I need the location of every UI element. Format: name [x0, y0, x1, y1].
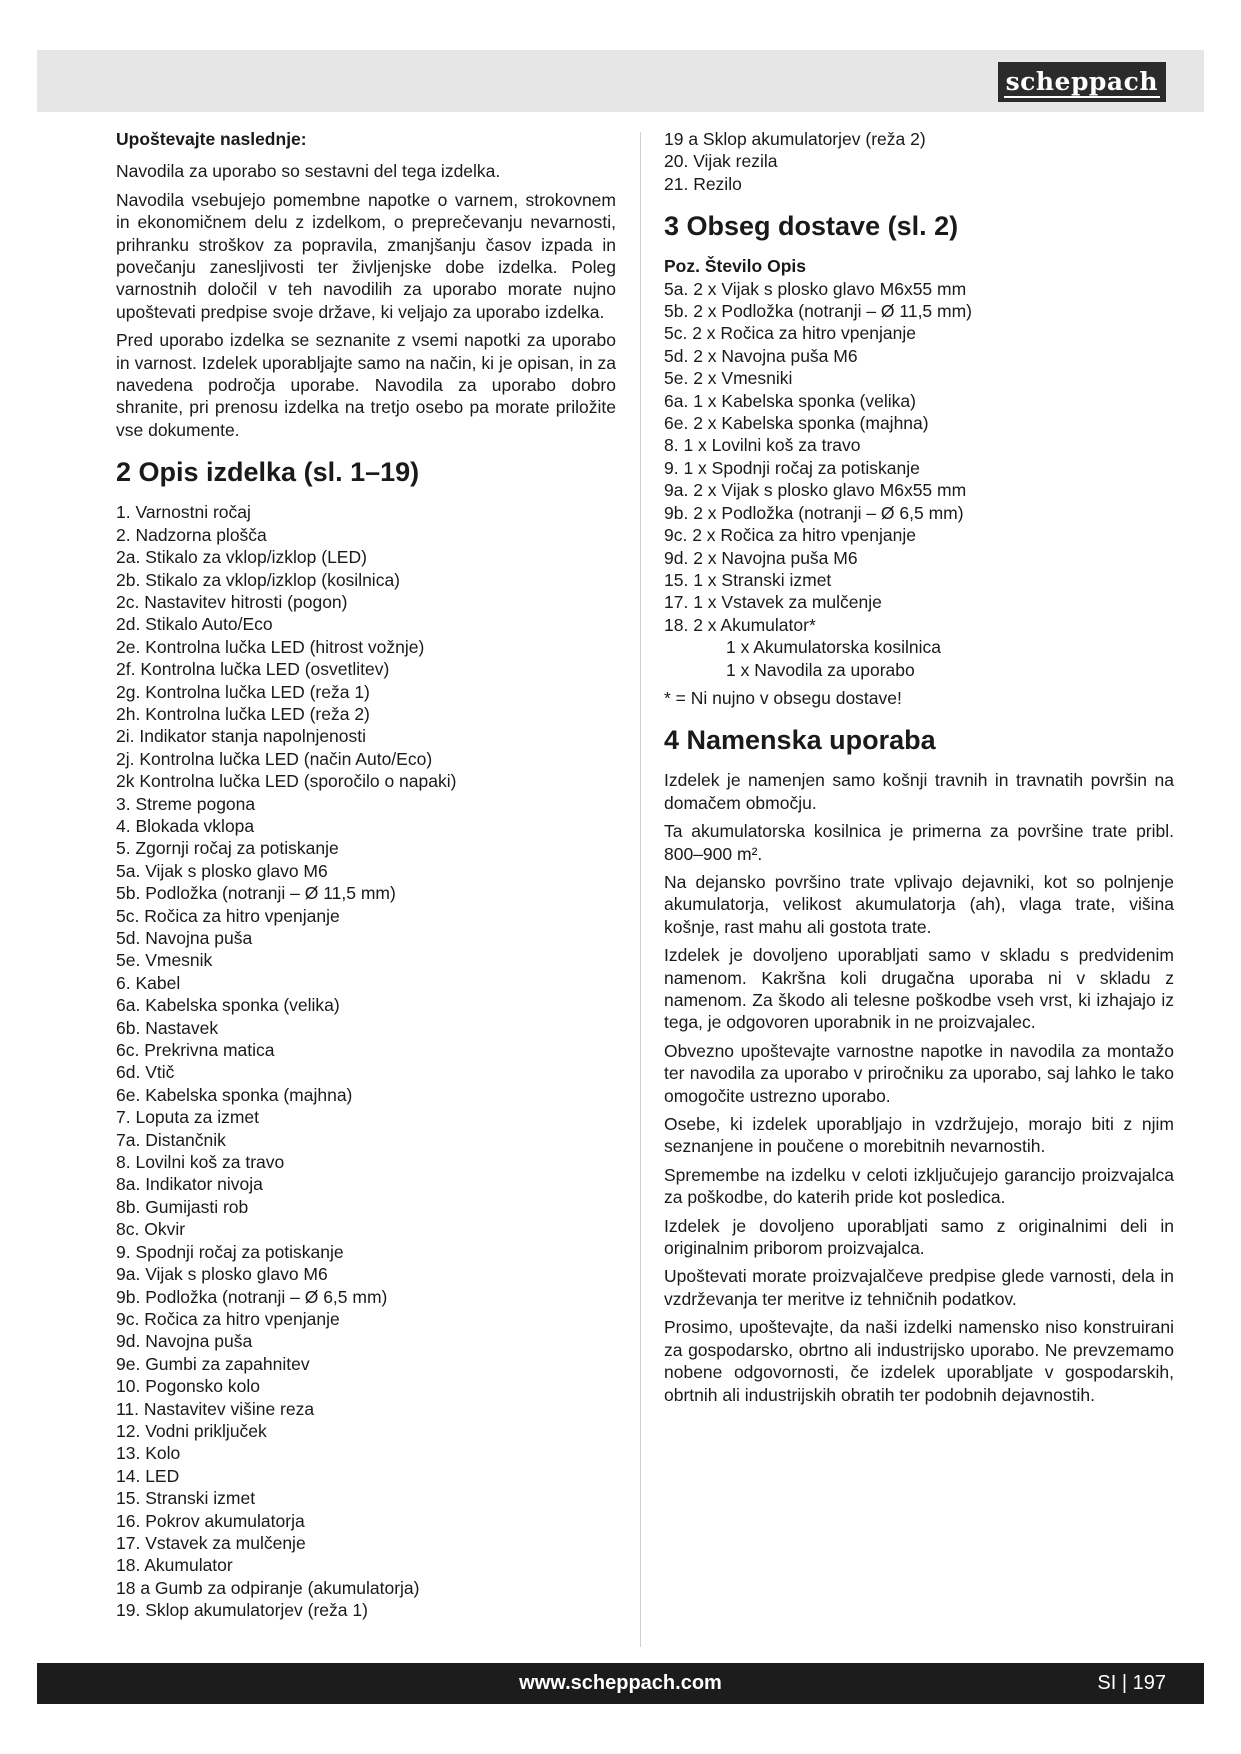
list-item: 2a. Stikalo za vklop/izklop (LED)	[116, 547, 367, 568]
delivery-extra-list	[664, 636, 1174, 681]
intended-use-paragraph: Prosimo, upoštevajte, da naši izdelki namensko niso konstruirani za gospodarsko, obrtno ali industrijsko uporabo. Ne prevzemamo nobene odgovornosti, če izdelek uporabljate v gospodarskih, obrtnih ali industrijskih obratih ter podobnih dejavnostih.	[664, 1317, 1174, 1405]
intended-use-paragraph: Upoštevati morate proizvajalčeve predpise glede varnosti, dela in vzdrževanja ter meritve iz tehničnih podatkov.	[664, 1266, 1174, 1309]
list-item: 2i. Indikator stanja napolnjenosti	[116, 726, 367, 747]
list-item: 15. Stranski izmet	[116, 1488, 256, 1509]
list-item: 5. Zgornji ročaj za potiskanje	[116, 838, 339, 859]
list-item: 5b. 2 x Podložka (notranji – Ø 11,5 mm)	[664, 301, 973, 322]
page-number: SI | 197	[1097, 1672, 1166, 1694]
intended-use-paragraph: Spremembe na izdelku v celoti izključujejo garancijo proizvajalca za poškodbe, do katerih pride kot posledica.	[664, 1164, 1174, 1208]
list-item: 5d. 2 x Navojna puša M6	[664, 345, 858, 366]
list-item: 11. Nastavitev višine reza	[116, 1398, 315, 1419]
list-item: 2e. Kontrolna lučka LED (hitrost vožnje)	[116, 636, 425, 657]
list-item: 17. 1 x Vstavek za mulčenje	[664, 592, 882, 613]
list-item: 1. Varnostni ročaj	[116, 502, 251, 523]
list-item: 18. 2 x Akumulator*	[664, 614, 816, 635]
intended-use-paragraph: Osebe, ki izdelek uporabljajo in vzdržujejo, morajo biti z njim seznanjene in poučene o morebitnih nevarnostih.	[664, 1114, 1174, 1157]
list-item: 9b. 2 x Podložka (notranji – Ø 6,5 mm)	[664, 502, 964, 523]
header-bar	[37, 50, 1204, 112]
list-item: 20. Vijak rezila	[664, 151, 778, 172]
section-4-heading: 4 Namenska uporaba	[664, 725, 936, 756]
product-description-list	[116, 501, 616, 1621]
intended-use-paragraph: Izdelek je dovoljeno uporabljati samo v skladu s predvidenim namenom. Kakršna koli drugačna uporaba ni v skladu z namenom. Za škodo ali telesne poškodbe vseh vrst, ki izhajajo iz tega, je odgovoren uporabnik in ne proizvajalec.	[664, 945, 1174, 1033]
list-item: 2d. Stikalo Auto/Eco	[116, 614, 273, 635]
column-divider	[640, 132, 641, 1647]
list-item: 5d. Navojna puša	[116, 928, 253, 948]
list-item: 8c. Okvir	[116, 1219, 186, 1240]
list-item: 5e. Vmesnik	[116, 950, 213, 971]
footer-url[interactable]: www.scheppach.com	[519, 1672, 722, 1694]
delivery-list	[664, 278, 1174, 637]
list-item: 9c. 2 x Ročica za hitro vpenjanje	[664, 525, 916, 546]
list-item: 1 x Akumulatorska kosilnica	[726, 637, 941, 658]
list-item: 7. Loputa za izmet	[116, 1107, 259, 1128]
list-item: 18 a Gumb za odpiranje (akumulatorja)	[116, 1577, 420, 1598]
intended-use-paragraph: Izdelek je namenjen samo košnji travnih in travnatih površin na domačem območju.	[664, 770, 1174, 813]
list-item: 8b. Gumijasti rob	[116, 1196, 249, 1217]
list-item: 3. Streme pogona	[116, 793, 256, 814]
list-item: 6a. 1 x Kabelska sponka (velika)	[664, 390, 916, 411]
list-item: 2. Nadzorna plošča	[116, 524, 267, 545]
list-item: 9. 1 x Spodnji ročaj za potiskanje	[664, 457, 920, 478]
list-item: 8a. Indikator nivoja	[116, 1174, 263, 1195]
intended-use-text	[664, 769, 1174, 1406]
intended-use-paragraph: Obvezno upoštevajte varnostne napotke in navodila za montažo ter navodila za uporabo v priročniku za uporabo, saj lahko le tako omogočite ustrezno uporabo.	[664, 1040, 1174, 1106]
delivery-footnote: * = Ni nujno v obsegu dostave!	[664, 687, 902, 708]
list-item: 4. Blokada vklopa	[116, 815, 255, 836]
list-item: 17. Vstavek za mulčenje	[116, 1532, 306, 1553]
list-item: 5c. Ročica za hitro vpenjanje	[116, 905, 340, 926]
right-column	[664, 128, 1174, 1412]
list-item: 6e. Kabelska sponka (majhna)	[116, 1084, 353, 1105]
intended-use-paragraph: Na dejansko površino trate vplivajo dejavniki, kot so polnjenje akumulatorja, velikost akumulatorja (ah), vlaga trate, višina košnje, rast mahu ali gostota trate.	[664, 871, 1174, 937]
intro-paragraph: Pred uporabo izdelka se seznanite z vsemi napotki za uporabo in varnost. Izdelek uporabljajte samo na način, ki je opisan, in za navedena področja uporabe. Navodila za uporabo dobro shranite, pri prenosu izdelka na tretjo osebo pa morate priložite vse dokumente.	[116, 330, 616, 440]
list-item: 9e. Gumbi za zapahnitev	[116, 1353, 310, 1374]
list-item: 6d. Vtič	[116, 1062, 175, 1083]
scheppach-logo: scheppach	[998, 62, 1166, 102]
list-item: 5e. 2 x Vmesniki	[664, 368, 793, 389]
list-item: 12. Vodni priključek	[116, 1420, 267, 1441]
list-item: 2f. Kontrolna lučka LED (osvetlitev)	[116, 659, 390, 680]
section-2-heading: 2 Opis izdelka (sl. 1–19)	[116, 457, 420, 488]
list-item: 9a. 2 x Vijak s plosko glavo M6x55 mm	[664, 480, 967, 501]
list-item: 14. LED	[116, 1465, 180, 1486]
list-item: 9a. Vijak s plosko glavo M6	[116, 1264, 328, 1285]
list-item: 2g. Kontrolna lučka LED (reža 1)	[116, 681, 370, 702]
list-item: 9b. Podložka (notranji – Ø 6,5 mm)	[116, 1286, 388, 1307]
list-item: 19 a Sklop akumulatorjev (reža 2)	[664, 129, 926, 149]
list-item: 2c. Nastavitev hitrosti (pogon)	[116, 591, 348, 612]
list-item: 2b. Stikalo za vklop/izklop (kosilnica)	[116, 569, 401, 590]
list-item: 6c. Prekrivna matica	[116, 1040, 275, 1061]
list-item: 18. Akumulator	[116, 1555, 233, 1576]
list-item: 5b. Podložka (notranji – Ø 11,5 mm)	[116, 883, 396, 904]
footer-bar	[37, 1663, 1204, 1704]
list-item: 9. Spodnji ročaj za potiskanje	[116, 1241, 344, 1262]
list-item: 16. Pokrov akumulatorja	[116, 1510, 305, 1531]
product-description-list-continued	[664, 128, 1174, 195]
list-item: 6e. 2 x Kabelska sponka (majhna)	[664, 413, 929, 434]
delivery-table-header: Poz. Število Opis	[664, 256, 806, 277]
list-item: 6a. Kabelska sponka (velika)	[116, 995, 340, 1016]
list-item: 15. 1 x Stranski izmet	[664, 569, 832, 590]
list-item: 6b. Nastavek	[116, 1017, 219, 1038]
list-item: 5a. 2 x Vijak s plosko glavo M6x55 mm	[664, 278, 967, 299]
list-item: 8. 1 x Lovilni koš za travo	[664, 435, 861, 456]
list-item: 2h. Kontrolna lučka LED (reža 2)	[116, 703, 370, 724]
list-item: 5c. 2 x Ročica za hitro vpenjanje	[664, 323, 916, 344]
list-item: 9d. 2 x Navojna puša M6	[664, 547, 858, 568]
intended-use-paragraph: Izdelek je dovoljeno uporabljati samo z originalnimi deli in originalnim priborom proizvajalca.	[664, 1215, 1174, 1259]
intended-use-paragraph: Ta akumulatorska kosilnica je primerna za površine trate pribl. 800–900 m².	[664, 821, 1174, 864]
intro-paragraph: Navodila vsebujejo pomembne napotke o varnem, strokovnem in ekonomičnem delu z izdelkom, o preprečevanju nevarnosti, prihranku stroškov za popravila, zmanjšanju časov izpada in povečanju zanesljivosti ter življenjske dobe izdelka. Poleg varnostnih določil v teh navodilih za uporabo morate nujno upoštevati predpise svoje države, ki veljajo za uporabo izdelka.	[116, 189, 616, 322]
list-item: 21. Rezilo	[664, 173, 742, 194]
list-item: 7a. Distančnik	[116, 1129, 226, 1150]
list-item: 6. Kabel	[116, 972, 181, 993]
list-item: 2k Kontrolna lučka LED (sporočilo o napaki)	[116, 771, 457, 792]
list-item: 1 x Navodila za uporabo	[726, 659, 915, 680]
left-column	[116, 128, 616, 1622]
intro-paragraph: Navodila za uporabo so sestavni del tega izdelka.	[116, 161, 501, 182]
list-item: 5a. Vijak s plosko glavo M6	[116, 860, 328, 881]
list-item: 9d. Navojna puša	[116, 1331, 253, 1352]
section-3-heading: 3 Obseg dostave (sl. 2)	[664, 211, 959, 242]
list-item: 9c. Ročica za hitro vpenjanje	[116, 1308, 340, 1329]
list-item: 13. Kolo	[116, 1443, 181, 1464]
list-item: 8. Lovilni koš za travo	[116, 1152, 285, 1173]
note-title: Upoštevajte naslednje:	[116, 129, 307, 149]
list-item: 19. Sklop akumulatorjev (reža 1)	[116, 1600, 368, 1621]
list-item: 2j. Kontrolna lučka LED (način Auto/Eco)	[116, 748, 433, 769]
list-item: 10. Pogonsko kolo	[116, 1376, 260, 1397]
